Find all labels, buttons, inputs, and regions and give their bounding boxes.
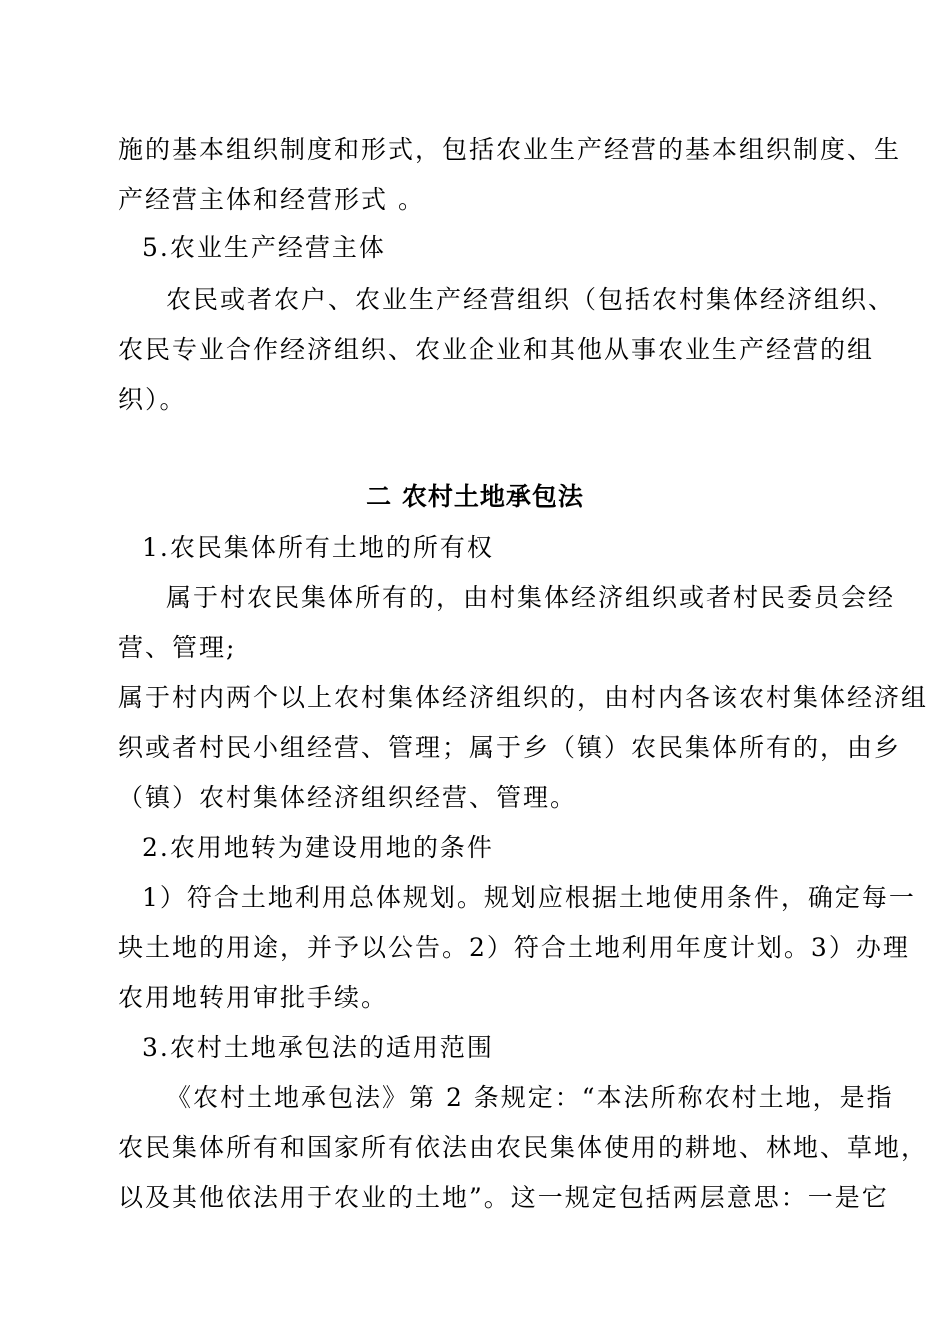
paragraph-line: 织或者村民小组经营、管理；属于乡（镇）农民集体所有的，由乡 xyxy=(118,733,902,762)
paragraph-line: 农用地转用审批手续。 xyxy=(118,983,389,1012)
section-item-title: 2.农用地转为建设用地的条件 xyxy=(142,833,494,862)
paragraph-line: 农民专业合作经济组织、农业企业和其他从事农业生产经营的组 xyxy=(118,335,875,364)
paragraph-line: 施的基本组织制度和形式，包括农业生产经营的基本组织制度、生 xyxy=(118,135,902,164)
paragraph-line: 1）符合土地利用总体规划。规划应根据土地使用条件，确定每一 xyxy=(142,883,916,912)
paragraph-line: 《农村土地承包法》第 2 条规定：“本法所称农村土地，是指 xyxy=(166,1083,894,1112)
paragraph-line: 块土地的用途，并予以公告。2）符合土地利用年度计划。3）办理 xyxy=(118,933,910,962)
paragraph-line: 织）。 xyxy=(118,385,187,414)
paragraph-line: 属于村农民集体所有的，由村集体经济组织或者村民委员会经 xyxy=(166,583,896,612)
paragraph-line: 属于村内两个以上农村集体经济组织的，由村内各该农村集体经济组 xyxy=(118,683,929,712)
paragraph-line: 产经营主体和经营形式 。 xyxy=(118,185,425,214)
paragraph-line: 以及其他依法用于农业的土地”。这一规定包括两层意思：一是它 xyxy=(118,1183,889,1212)
section-item-title: 1.农民集体所有土地的所有权 xyxy=(142,533,494,562)
paragraph-line: （镇）农村集体经济组织经营、管理。 xyxy=(118,783,578,812)
paragraph-line: 营、管理; xyxy=(118,633,237,662)
paragraph-line: 农民集体所有和国家所有依法由农民集体使用的耕地、林地、草地， xyxy=(118,1133,929,1162)
paragraph-line: 农民或者农户、农业生产经营组织（包括农村集体经济组织、 xyxy=(166,285,896,314)
section-item-title: 3.农村土地承包法的适用范围 xyxy=(142,1033,494,1062)
section-heading: 二 农村土地承包法 xyxy=(366,482,584,511)
section-item-title: 5.农业生产经营主体 xyxy=(142,233,386,262)
